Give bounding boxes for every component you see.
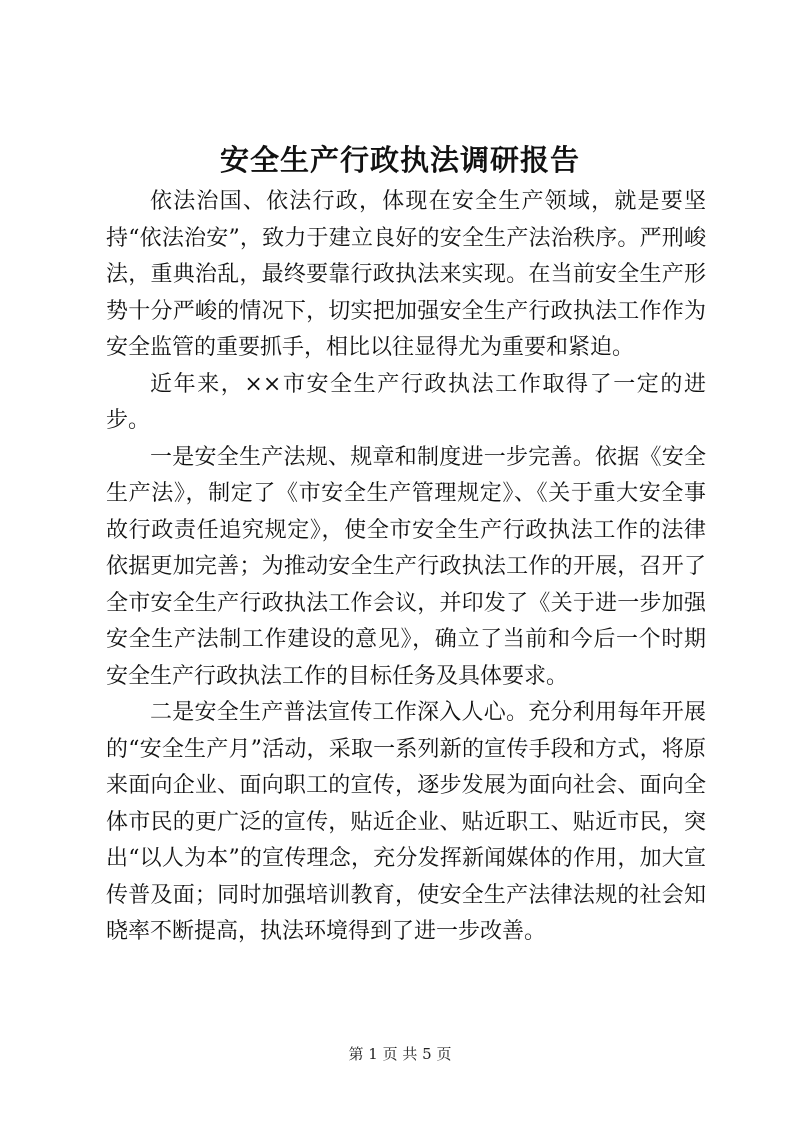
document-body [106, 184, 706, 951]
paragraph-intro: 依法治国、依法行政，体现在安全生产领域，就是要坚持“依法治安”，致力于建立良好的安全生产法治秩序。严刑峻法，重典治乱，最终要靠行政执法来实现。在当前安全生产形势十分严峻的情况下，切实把加强安全生产行政执法工作作为安全监管的重要抓手，相比以往显得尤为重要和紧迫。 [106, 189, 706, 360]
paragraph-regulations: 一是安全生产法规、规章和制度进一步完善。依据《安全生产法》，制定了《市安全生产管理规定》、《关于重大安全事故行政责任追究规定》，使全市安全生产行政执法工作的法律依据更加完善；为推动安全生产行政执法工作的开展，召开了全市安全生产行政执法工作会议，并印发了《关于进一步加强安全生产法制工作建设的意见》，确立了当前和今后一个时期安全生产行政执法工作的目标任务及具体要求。 [106, 444, 706, 689]
paragraph-progress: 近年来，××市安全生产行政执法工作取得了一定的进步。 [106, 371, 706, 433]
paragraph-publicity: 二是安全生产普法宣传工作深入人心。充分利用每年开展的“安全生产月”活动，采取一系列新的宣传手段和方式，将原来面向企业、面向职工的宣传，逐步发展为面向社会、面向全体市民的更广泛的宣传，贴近企业、贴近职工、贴近市民，突出“以人为本”的宣传理念，充分发挥新闻媒体的作用，加大宣传普及面；同时加强培训教育，使安全生产法律法规的社会知晓率不断提高，执法环境得到了进一步改善。 [106, 700, 706, 944]
document-title: 安全生产行政执法调研报告 [219, 143, 580, 177]
page-number-footer: 第 1 页 共 5 页 [348, 1045, 452, 1063]
